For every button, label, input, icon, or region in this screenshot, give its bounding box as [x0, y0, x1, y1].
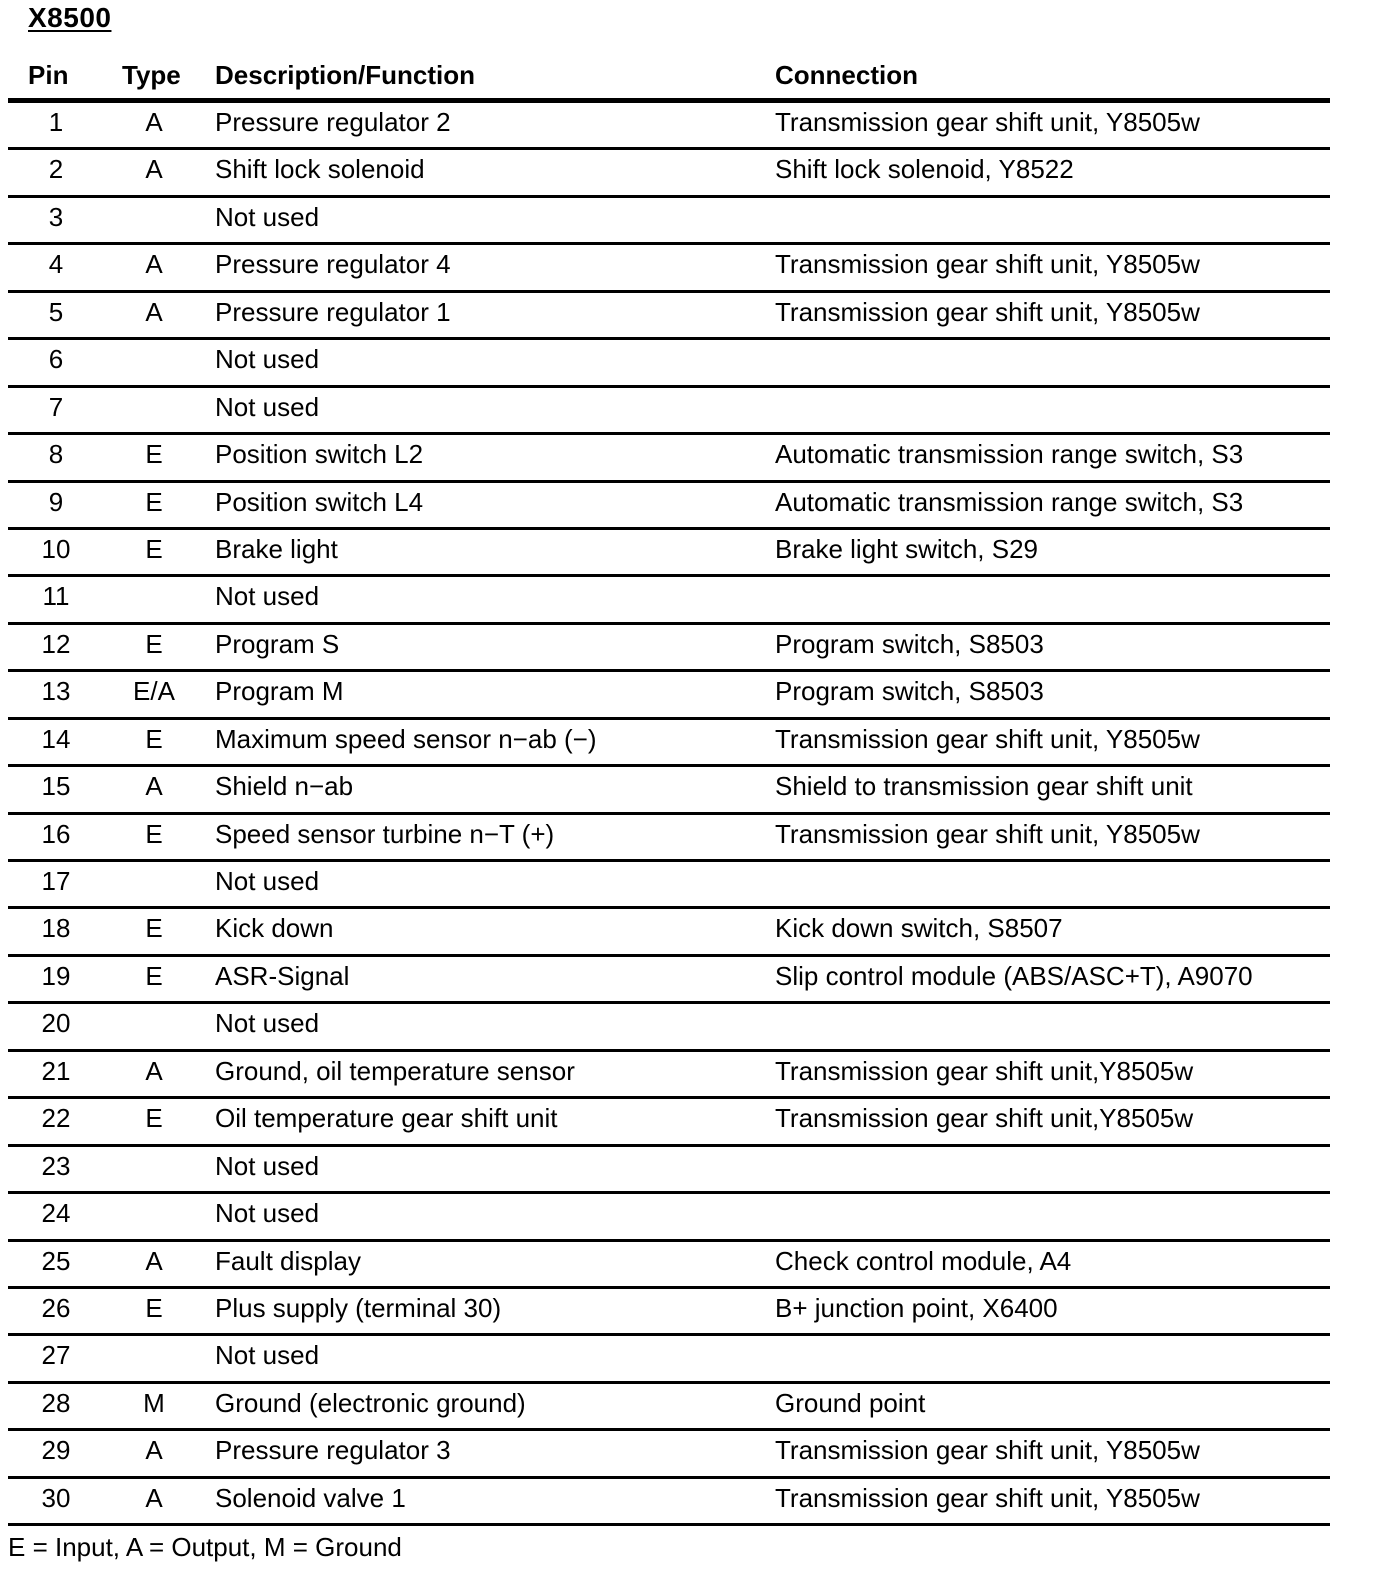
table-row: [8, 1147, 1330, 1194]
table-row: [8, 150, 1330, 197]
connection-cell: Transmission gear shift unit, Y8505w: [775, 1435, 1200, 1466]
pin-cell: 28: [41, 1387, 71, 1418]
pin-cell: 25: [41, 1245, 71, 1276]
pin-cell: 21: [41, 1055, 71, 1086]
description-cell: Program M: [215, 676, 344, 707]
description-cell: Ground, oil temperature sensor: [215, 1055, 575, 1086]
pin-cell: 30: [41, 1482, 71, 1513]
type-cell: E: [145, 723, 163, 754]
table-row: [8, 1384, 1330, 1431]
pin-cell: 26: [41, 1292, 71, 1323]
description-cell: Fault display: [215, 1245, 361, 1276]
type-cell: A: [145, 107, 163, 137]
description-cell: Shield n−ab: [215, 771, 354, 802]
table-row: [8, 625, 1330, 672]
pin-cell: 7: [48, 391, 64, 422]
description-cell: Not used: [215, 1150, 320, 1181]
table-row: [8, 909, 1330, 956]
connection-cell: Program switch, S8503: [775, 676, 1044, 707]
connection-cell: Transmission gear shift unit, Y8505w: [775, 723, 1200, 754]
pin-cell: 20: [41, 1008, 71, 1039]
pin-cell: 27: [41, 1340, 71, 1371]
type-cell: E: [145, 1292, 163, 1323]
pin-cell: 10: [41, 533, 71, 564]
description-cell: Not used: [215, 1340, 320, 1371]
type-cell: A: [145, 1055, 163, 1086]
connection-cell: Transmission gear shift unit, Y8505w: [775, 249, 1200, 280]
description-cell: ASR-Signal: [215, 960, 350, 991]
description-cell: Position switch L2: [215, 439, 424, 470]
pin-cell: 8: [48, 439, 64, 470]
table-row: [8, 435, 1330, 482]
pin-cell: 4: [48, 249, 64, 280]
connection-cell: Shield to transmission gear shift unit: [775, 771, 1193, 802]
type-cell: E: [145, 1103, 163, 1134]
table-row: [8, 957, 1330, 1004]
type-cell: A: [145, 1482, 163, 1513]
pin-cell: 23: [41, 1150, 71, 1181]
connection-cell: Transmission gear shift unit, Y8505w: [775, 296, 1200, 327]
table-row: [8, 1194, 1330, 1241]
connection-cell: Transmission gear shift unit,Y8505w: [775, 1103, 1194, 1134]
pin-cell: 16: [41, 818, 71, 849]
description-cell: Shift lock solenoid: [215, 154, 425, 185]
type-cell: E/A: [133, 676, 175, 707]
pin-cell: 9: [48, 486, 64, 517]
type-cell: E: [145, 960, 163, 991]
table-row: [8, 1289, 1330, 1336]
description-cell: Not used: [215, 391, 320, 422]
connection-cell: Program switch, S8503: [775, 628, 1044, 659]
connector-title: X8500: [28, 2, 112, 33]
pin-cell: 15: [41, 771, 71, 802]
description-cell: Pressure regulator 1: [215, 296, 451, 327]
table-row: [8, 720, 1330, 767]
type-cell: E: [145, 913, 163, 944]
description-cell: Not used: [215, 344, 320, 375]
connection-cell: Transmission gear shift unit,Y8505w: [775, 1055, 1194, 1086]
column-header-type: Type: [122, 60, 181, 90]
table-row: [8, 1479, 1330, 1526]
table-row: [8, 767, 1330, 814]
connection-cell: Automatic transmission range switch, S3: [775, 439, 1244, 470]
table-row: [8, 1336, 1330, 1383]
connection-cell: Transmission gear shift unit, Y8505w: [775, 818, 1200, 849]
pin-cell: 22: [41, 1103, 71, 1134]
pin-cell: 13: [41, 676, 71, 707]
table-row: [8, 245, 1330, 292]
legend-footnote: E = Input, A = Output, M = Ground: [8, 1532, 402, 1562]
type-cell: E: [145, 439, 163, 470]
connection-cell: Check control module, A4: [775, 1245, 1072, 1276]
type-cell: A: [145, 1435, 163, 1466]
pin-cell: 24: [41, 1198, 71, 1229]
table-row: [8, 1004, 1330, 1051]
description-cell: Pressure regulator 3: [215, 1435, 451, 1466]
pin-cell: 5: [48, 296, 64, 327]
description-cell: Not used: [215, 201, 320, 232]
connection-cell: Transmission gear shift unit, Y8505w: [775, 1482, 1200, 1513]
description-cell: Brake light: [215, 533, 338, 564]
connection-cell: Transmission gear shift unit, Y8505w: [775, 107, 1200, 137]
pin-cell: 19: [41, 960, 71, 991]
type-cell: A: [145, 1245, 163, 1276]
column-header-connection: Connection: [775, 60, 918, 90]
pin-cell: 17: [41, 866, 71, 896]
description-cell: Speed sensor turbine n−T (+): [215, 818, 555, 849]
type-cell: E: [145, 628, 163, 659]
pin-cell: 29: [41, 1435, 71, 1466]
description-cell: Not used: [215, 866, 320, 896]
connection-cell: B+ junction point, X6400: [775, 1292, 1058, 1323]
description-cell: Position switch L4: [215, 486, 424, 517]
type-cell: A: [145, 296, 163, 327]
connection-cell: Ground point: [775, 1387, 926, 1418]
description-cell: Kick down: [215, 913, 334, 944]
pin-cell: 14: [41, 723, 71, 754]
connection-cell: Brake light switch, S29: [775, 533, 1039, 564]
table-row: [8, 1099, 1330, 1146]
type-cell: M: [143, 1387, 165, 1418]
description-cell: Not used: [215, 581, 320, 612]
type-cell: E: [145, 818, 163, 849]
table-row: [8, 483, 1330, 530]
type-cell: A: [145, 771, 163, 802]
table-body: [8, 103, 1330, 1526]
pin-cell: 12: [41, 628, 71, 659]
connection-cell: Shift lock solenoid, Y8522: [775, 154, 1074, 185]
pin-cell: 1: [48, 107, 64, 137]
column-header-description: Description/Function: [215, 60, 475, 90]
description-cell: Program S: [215, 628, 340, 659]
connection-cell: Slip control module (ABS/ASC+T), A9070: [775, 960, 1253, 991]
connection-cell: Kick down switch, S8507: [775, 913, 1063, 944]
description-cell: Plus supply (terminal 30): [215, 1292, 502, 1323]
table-row: [8, 1431, 1330, 1478]
table-row: [8, 1052, 1330, 1099]
type-cell: A: [145, 249, 163, 280]
pin-cell: 18: [41, 913, 71, 944]
connection-cell: Automatic transmission range switch, S3: [775, 486, 1244, 517]
pin-cell: 2: [48, 154, 64, 185]
table-header: [8, 52, 1330, 98]
table-row: [8, 198, 1330, 245]
description-cell: Pressure regulator 2: [215, 107, 451, 137]
type-cell: A: [145, 154, 163, 185]
column-header-pin: Pin: [28, 60, 69, 90]
table-row: [8, 672, 1330, 719]
description-cell: Not used: [215, 1008, 320, 1039]
description-cell: Pressure regulator 4: [215, 249, 451, 280]
table-row: [8, 577, 1330, 624]
table-row: [8, 293, 1330, 340]
type-cell: E: [145, 486, 163, 517]
table-row: [8, 1242, 1330, 1289]
description-cell: Ground (electronic ground): [215, 1387, 526, 1418]
table-row: [8, 388, 1330, 435]
table-row: [8, 815, 1330, 862]
description-cell: Solenoid valve 1: [215, 1482, 406, 1513]
pin-cell: 3: [48, 201, 64, 232]
pin-cell: 11: [42, 581, 70, 612]
pin-cell: 6: [48, 344, 64, 375]
description-cell: Maximum speed sensor n−ab (−): [215, 723, 597, 754]
table-row: [8, 103, 1330, 150]
type-cell: E: [145, 533, 163, 564]
table-row: [8, 340, 1330, 387]
table-row: [8, 530, 1330, 577]
description-cell: Not used: [215, 1198, 320, 1229]
description-cell: Oil temperature gear shift unit: [215, 1103, 558, 1134]
table-row: [8, 862, 1330, 909]
